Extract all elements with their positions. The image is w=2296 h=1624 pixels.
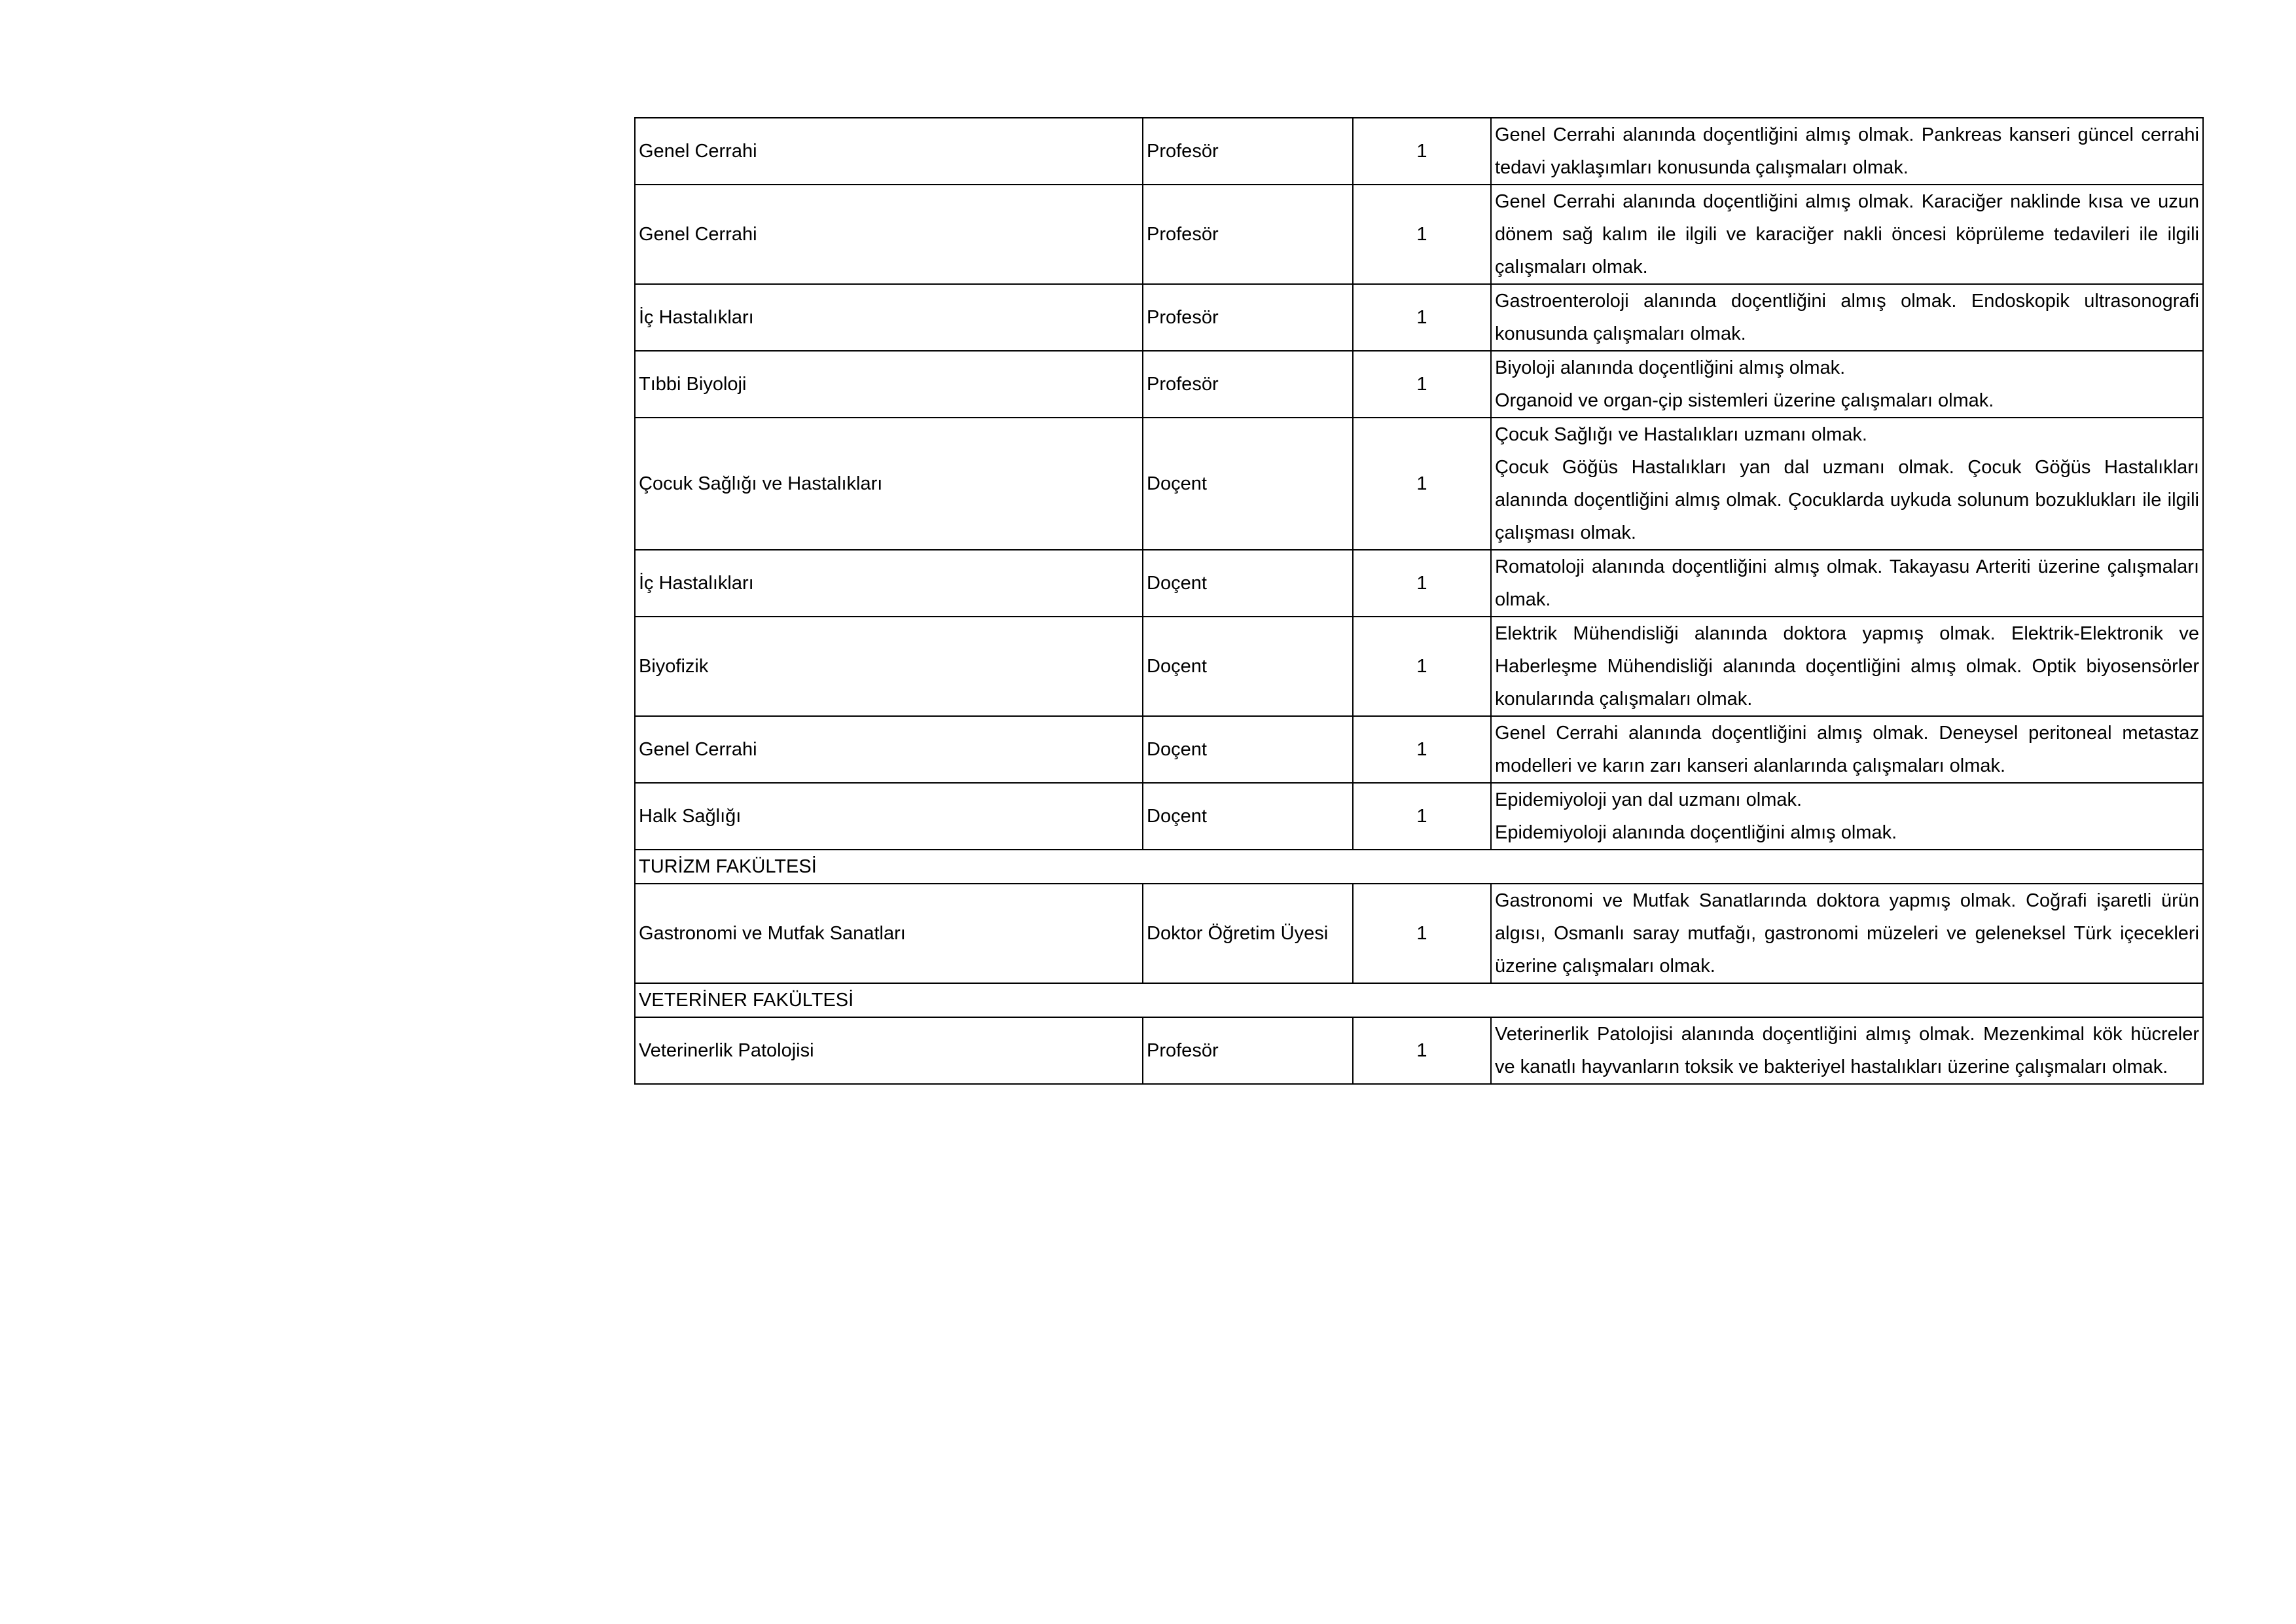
count-cell: 1 xyxy=(1353,617,1491,716)
requirements-cell xyxy=(1491,1017,2203,1084)
count-cell: 1 xyxy=(1353,1017,1491,1084)
count-cell: 1 xyxy=(1353,418,1491,550)
requirement-text: Gastronomi ve Mutfak Sanatlarında doktora yapmış olmak. Coğrafi işaretli ürün algısı, Osmanlı saray mutfağı, gastronomi müzeleri ve geleneksel Türk içecekleri üzerine çalışmaları olmak. xyxy=(1495,890,2199,977)
field-cell: Halk Sağlığı xyxy=(635,783,1143,850)
requirement-text: Elektrik Mühendisliği alanında doktora yapmış olmak. Elektrik-Elektronik ve Haberleşme Mühendisliği alanında doçentliğini almış olmak. Optik biyosensörler konularında çalışmaları olmak. xyxy=(1495,623,2199,710)
table-row xyxy=(635,884,2203,983)
section-row xyxy=(635,983,2203,1017)
requirements-cell xyxy=(1491,716,2203,783)
table-row xyxy=(635,783,2203,850)
requirement-text: Epidemiyoloji yan dal uzmanı olmak. xyxy=(1495,789,1803,810)
field-cell: Tıbbi Biyoloji xyxy=(635,351,1143,418)
table-row xyxy=(635,351,2203,418)
count-cell: 1 xyxy=(1353,550,1491,617)
requirement-text: Romatoloji alanında doçentliğini almış olmak. Takayasu Arteriti üzerine çalışmaları olmak. xyxy=(1495,556,2199,610)
title-cell: Doçent xyxy=(1143,550,1353,617)
count-cell: 1 xyxy=(1353,284,1491,351)
table-row xyxy=(635,1017,2203,1084)
table-row xyxy=(635,617,2203,716)
title-cell: Doktor Öğretim Üyesi xyxy=(1143,884,1353,983)
table-row xyxy=(635,185,2203,284)
field-cell: İç Hastalıkları xyxy=(635,284,1143,351)
title-cell: Profesör xyxy=(1143,185,1353,284)
staff-requirements-table xyxy=(634,117,2204,1085)
requirement-text: Organoid ve organ-çip sistemleri üzerine çalışmaları olmak. xyxy=(1495,390,1994,411)
title-cell: Doçent xyxy=(1143,418,1353,550)
requirement-text: Genel Cerrahi alanında doçentliğini almış olmak. Karaciğer naklinde kısa ve uzun dönem sağ kalım ile ilgili ve karaciğer nakli öncesi köprüleme tedavileri ile ilgili çalışmaları olmak. xyxy=(1495,191,2199,278)
field-cell: Veterinerlik Patolojisi xyxy=(635,1017,1143,1084)
requirements-cell xyxy=(1491,185,2203,284)
requirements-cell xyxy=(1491,617,2203,716)
requirement-text: Biyoloji alanında doçentliğini almış olmak. xyxy=(1495,357,1846,378)
count-cell: 1 xyxy=(1353,783,1491,850)
field-cell: Genel Cerrahi xyxy=(635,716,1143,783)
requirements-cell xyxy=(1491,783,2203,850)
title-cell: Doçent xyxy=(1143,783,1353,850)
section-row xyxy=(635,850,2203,884)
requirement-text: Genel Cerrahi alanında doçentliğini almış olmak. Deneysel peritoneal metastaz modelleri ve karın zarı kanseri alanlarında çalışmaları olmak. xyxy=(1495,723,2199,776)
title-cell: Profesör xyxy=(1143,118,1353,185)
table-row xyxy=(635,550,2203,617)
title-cell: Profesör xyxy=(1143,351,1353,418)
field-cell: Genel Cerrahi xyxy=(635,185,1143,284)
requirements-cell xyxy=(1491,418,2203,550)
field-cell: İç Hastalıkları xyxy=(635,550,1143,617)
title-cell: Profesör xyxy=(1143,284,1353,351)
requirements-cell xyxy=(1491,118,2203,185)
requirements-cell xyxy=(1491,284,2203,351)
count-cell: 1 xyxy=(1353,351,1491,418)
requirement-text: Çocuk Sağlığı ve Hastalıkları uzmanı olmak. xyxy=(1495,424,1867,445)
count-cell: 1 xyxy=(1353,118,1491,185)
requirement-text: Gastroenteroloji alanında doçentliğini almış olmak. Endoskopik ultrasonografi konusunda çalışmaları olmak. xyxy=(1495,291,2199,344)
count-cell: 1 xyxy=(1353,185,1491,284)
requirement-text: Epidemiyoloji alanında doçentliğini almış olmak. xyxy=(1495,822,1897,843)
requirement-text: Genel Cerrahi alanında doçentliğini almış olmak. Pankreas kanseri güncel cerrahi tedavi yaklaşımları konusunda çalışmaları olmak. xyxy=(1495,124,2199,178)
field-cell: Çocuk Sağlığı ve Hastalıkları xyxy=(635,418,1143,550)
count-cell: 1 xyxy=(1353,884,1491,983)
requirement-text: Veterinerlik Patolojisi alanında doçentliğini almış olmak. Mezenkimal kök hücreler ve kanatlı hayvanların toksik ve bakteriyel hastalıkları üzerine çalışmaları olmak. xyxy=(1495,1024,2199,1077)
title-cell: Doçent xyxy=(1143,716,1353,783)
title-cell: Profesör xyxy=(1143,1017,1353,1084)
field-cell: Gastronomi ve Mutfak Sanatları xyxy=(635,884,1143,983)
count-cell: 1 xyxy=(1353,716,1491,783)
title-cell: Doçent xyxy=(1143,617,1353,716)
field-cell: Genel Cerrahi xyxy=(635,118,1143,185)
section-heading: VETERİNER FAKÜLTESİ xyxy=(635,983,2203,1017)
field-cell: Biyofizik xyxy=(635,617,1143,716)
requirements-cell xyxy=(1491,351,2203,418)
section-heading: TURİZM FAKÜLTESİ xyxy=(635,850,2203,884)
table-row xyxy=(635,284,2203,351)
requirements-cell xyxy=(1491,550,2203,617)
table-row xyxy=(635,418,2203,550)
requirement-text: Çocuk Göğüs Hastalıkları yan dal uzmanı olmak. Çocuk Göğüs Hastalıkları alanında doçentliğini almış olmak. Çocuklarda uykuda solunum bozuklukları ile ilgili çalışması olmak. xyxy=(1495,457,2199,543)
table-row xyxy=(635,716,2203,783)
table-body xyxy=(635,118,2203,1084)
table-row xyxy=(635,118,2203,185)
requirements-cell xyxy=(1491,884,2203,983)
